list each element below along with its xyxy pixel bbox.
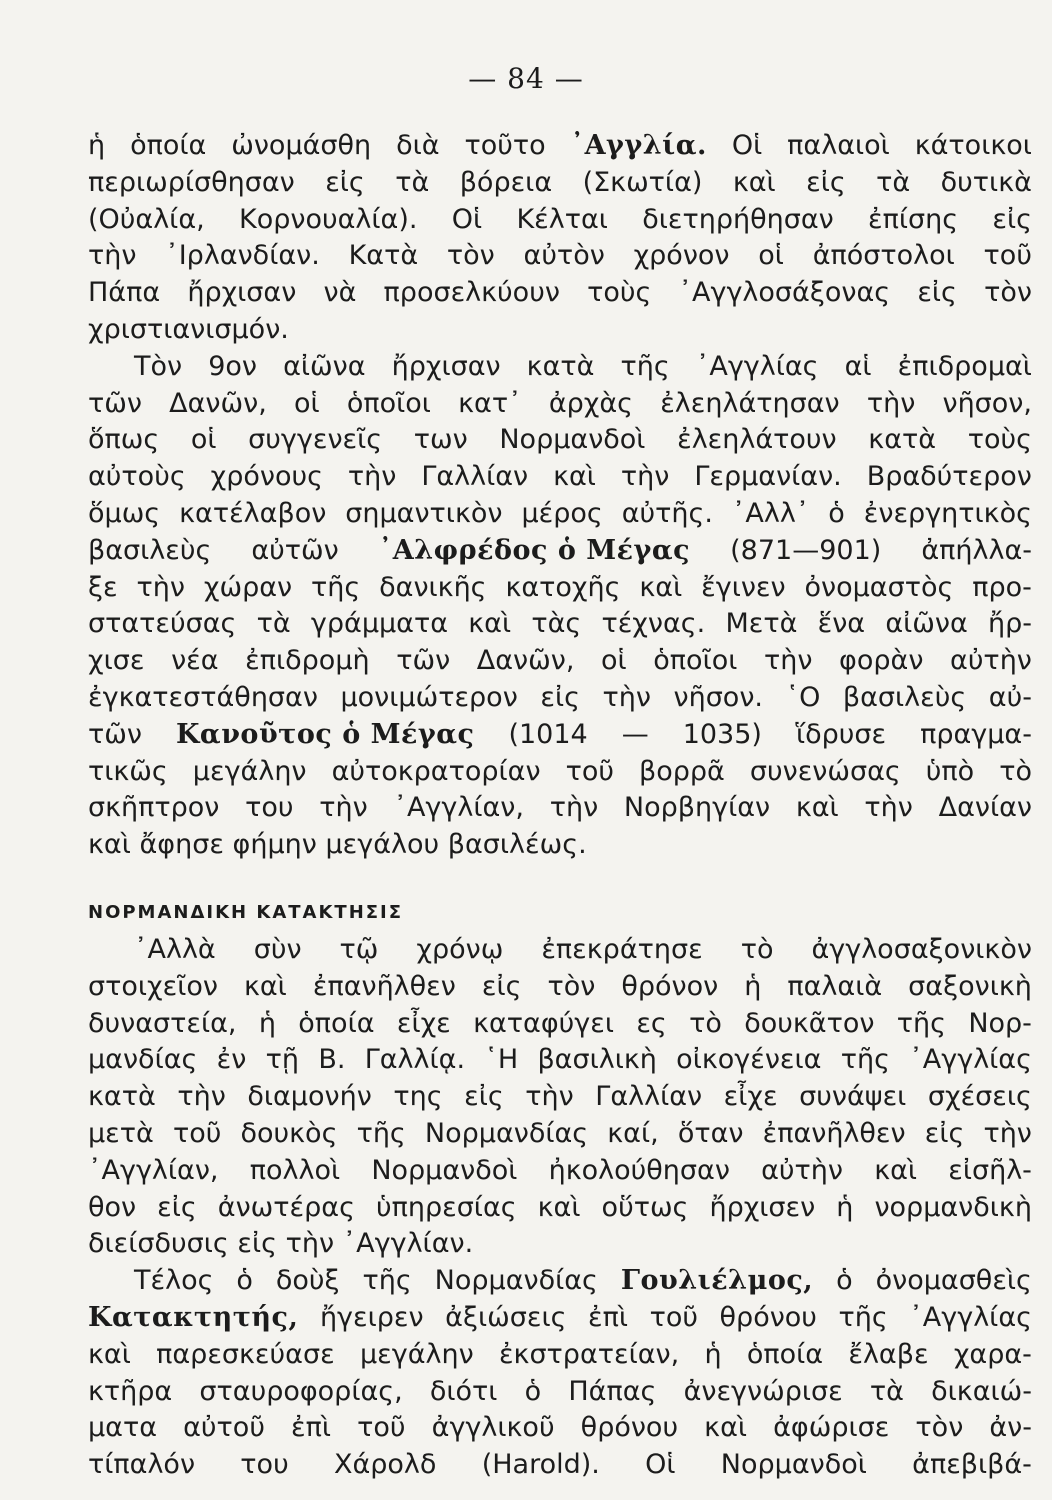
bold-term: Γουλιέλμος, [620, 1265, 814, 1297]
text-line: ἐγκατεστάθησαν μονιμώτερον εἰς τὴν νῆσον. ῾Ο βασιλεὺς αὐ- [88, 681, 1032, 713]
text-line: μανδίας ἐν τῇ Β. Γαλλίᾳ. ῾Η βασιλικὴ οἰκογένεια τῆς ᾿Αγγλίας [88, 1044, 1032, 1076]
text-line: τικῶς μεγάλην αὐτοκρατορίαν τοῦ βορρᾶ συνενώσας ὑπὸ τὸ [88, 755, 1032, 787]
text-line: ὅμως κατέλαβον σημαντικὸν μέρος αὐτῆς. ᾿Αλλ᾿ ὁ ἐνεργητικὸς [88, 497, 1032, 529]
text-line: ξε τὴν χώραν τῆς δανικῆς κατοχῆς καὶ ἔγινεν ὀνομαστὸς προ- [88, 571, 1032, 603]
text-line: κατὰ τὴν διαμονήν της εἰς τὴν Γαλλίαν εἶχε συνάψει σχέσεις [88, 1081, 1032, 1113]
text-line: ᾿Αγγλίαν, πολλοὶ Νορμανδοὶ ἠκολούθησαν αὐτὴν καὶ εἰσῆλ- [88, 1154, 1032, 1186]
text-line: ματα αὐτοῦ ἐπὶ τοῦ ἀγγλικοῦ θρόνου καὶ ἀφώρισε τὸν ἀν- [88, 1412, 1032, 1444]
text-line: ᾿Αλλὰ σὺν τῷ χρόνῳ ἐπεκράτησε τὸ ἀγγλοσαξονικὸν [134, 934, 1032, 965]
text-line: Πάπα ἤρχισαν νὰ προσελκύουν τοὺς ᾿Αγγλοσάξονας εἰς τὸν [88, 277, 1032, 309]
paragraph-block-1 [88, 128, 1032, 864]
bold-term: ᾿Αλφρέδος ὁ Μέγας [378, 534, 691, 566]
text-line: (Οὐαλία, Κορνουαλία). Οἱ Κέλται διετηρήθησαν ἐπίσης εἰς [88, 203, 1032, 235]
text-line: τίπαλόν του Χάρολδ (Harold). Οἱ Νορμανδοὶ ἀπεβιβά- [88, 1449, 1032, 1481]
bold-term: Κανοῦτος ὁ Μέγας [175, 718, 475, 750]
text-line: Κατακτητής, ἤγειρεν ἀξιώσεις ἐπὶ τοῦ θρόνου τῆς ᾿Αγγλίας [88, 1300, 1032, 1337]
text-line: μετὰ τοῦ δουκὸς τῆς Νορμανδίας καί, ὅταν ἐπανῆλθεν εἰς τὴν [88, 1117, 1032, 1149]
text-line: δυναστεία, ἡ ὁποία εἶχε καταφύγει ες τὸ δουκᾶτον τῆς Νορ- [88, 1007, 1032, 1039]
text-line: βασιλεὺς αὐτῶν ᾿Αλφρέδος ὁ Μέγας (871—901) ἀπήλλα- [88, 533, 1032, 570]
bold-term: ᾿Αγγλία. [570, 130, 707, 161]
text-line: θον εἰς ἀνωτέρας ὑπηρεσίας καὶ οὕτως ἤρχισεν ἡ νορμανδικὴ [88, 1191, 1032, 1223]
text-line: χισε νέα ἐπιδρομὴ τῶν Δανῶν, οἱ ὁποῖοι τὴν φορὰν αὐτὴν [88, 645, 1032, 677]
text-line: χριστιανισμόν. [88, 313, 289, 345]
text-line: ἡ ὁποία ὠνομάσθη διὰ τοῦτο ᾿Αγγλία. Οἱ παλαιοὶ κάτοικοι [88, 128, 1032, 165]
text-line: ὅπως οἱ συγγενεῖς των Νορμανδοὶ ἐλεηλάτουν κατὰ τοὺς [88, 424, 1032, 456]
section-heading: ΝΟΡΜΑΝΔΙΚΗ ΚΑΤΑΚΤΗΣΙΣ [88, 902, 404, 923]
text-line: τὴν ᾿Ιρλανδίαν. Κατὰ τὸν αὐτὸν χρόνον οἱ ἀπόστολοι τοῦ [88, 240, 1032, 272]
page-number: — 84 — [468, 62, 584, 95]
text-line: καὶ ἄφησε φήμην μεγάλου βασιλέως. [88, 829, 587, 861]
text-line: κτῆρα σταυροφορίας, διότι ὁ Πάπας ἀνεγνώρισε τὰ δικαιώ- [88, 1375, 1032, 1407]
text-line: τῶν Δανῶν, οἱ ὁποῖοι κατ᾿ ἀρχὰς ἐλεηλάτησαν τὴν νῆσον, [88, 387, 1032, 419]
text-line: διείσδυσις εἰς τὴν ᾿Αγγλίαν. [88, 1228, 474, 1260]
text-line: καὶ παρεσκεύασε μεγάλην ἐκστρατείαν, ἡ ὁποία ἔλαβε χαρα- [88, 1338, 1032, 1370]
text-line: Τὸν 9ον αἰῶνα ἤρχισαν κατὰ τῆς ᾿Αγγλίας αἱ ἐπιδρομαὶ [134, 350, 1032, 382]
text-line: περιωρίσθησαν εἰς τὰ βόρεια (Σκωτία) καὶ εἰς τὰ δυτικὰ [88, 166, 1032, 198]
text-line: τῶν Κανοῦτος ὁ Μέγας (1014 — 1035) ἵδρυσε πραγμα- [88, 717, 1032, 754]
text-line: στοιχεῖον καὶ ἐπανῆλθεν εἰς τὸν θρόνον ἡ παλαιὰ σαξονικὴ [88, 970, 1032, 1002]
bold-term: Κατακτητής, [88, 1301, 299, 1333]
paragraph-block-2 [88, 932, 1032, 1484]
text-line: Τέλος ὁ δοὺξ τῆς Νορμανδίας Γουλιέλμος, ὁ ὀνομασθεὶς [88, 1263, 1032, 1300]
text-line: αὐτοὺς χρόνους τὴν Γαλλίαν καὶ τὴν Γερμανίαν. Βραδύτερον [88, 461, 1032, 493]
text-line: στατεύσας τὰ γράμματα καὶ τὰς τέχνας. Μετὰ ἕνα αἰῶνα ἤρ- [88, 608, 1032, 640]
text-line: σκῆπτρον του τὴν ᾿Αγγλίαν, τὴν Νορβηγίαν καὶ τὴν Δανίαν [88, 792, 1032, 824]
